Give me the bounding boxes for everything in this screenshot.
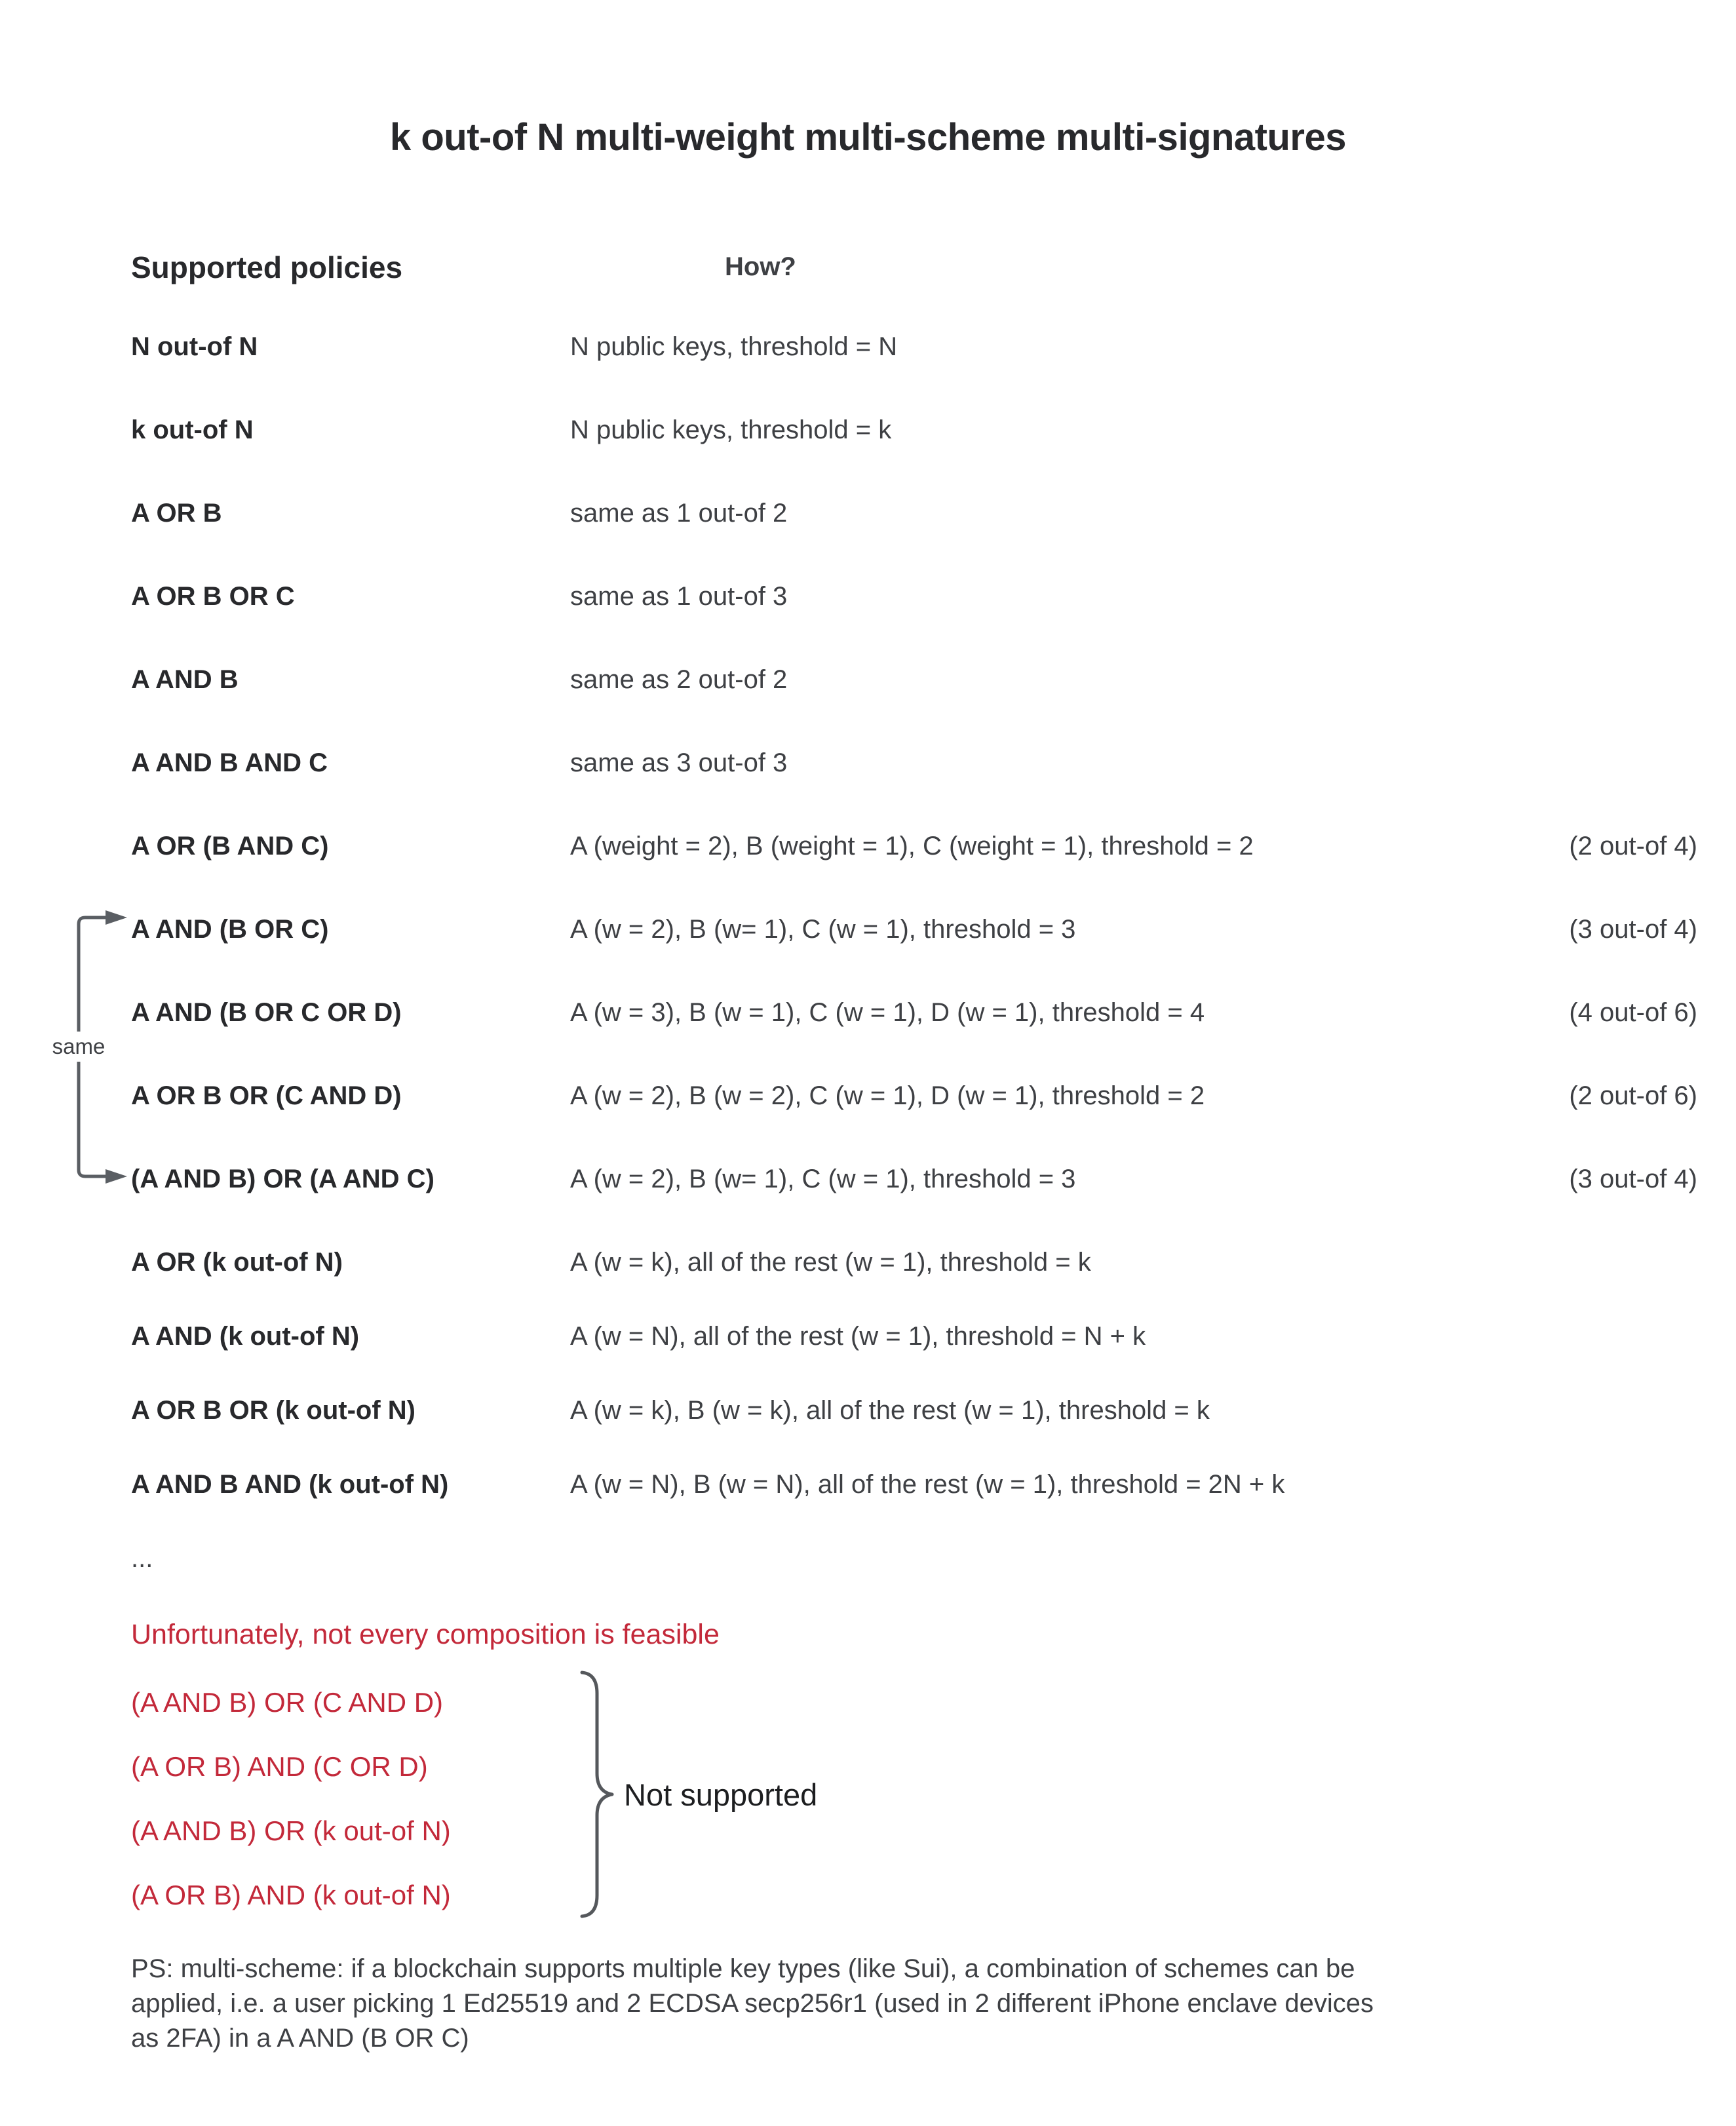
- ps-line: applied, i.e. a user picking 1 Ed25519 and 2 ECDSA secp256r1 (used in 2 different iPhone enclave devices: [131, 1989, 1374, 2018]
- how-value: A (w = 3), B (w = 1), C (w = 1), D (w = 1), threshold = 4: [570, 998, 1205, 1027]
- infeasible-item: (A AND B) OR (C AND D): [131, 1687, 444, 1718]
- column-header-how: How?: [725, 252, 796, 281]
- policy-label: A OR B OR (C AND D): [131, 1081, 402, 1110]
- how-value: same as 1 out-of 3: [570, 582, 788, 611]
- table-row: [131, 497, 1697, 581]
- table-row: [131, 1321, 1697, 1395]
- table-row: [131, 747, 1697, 830]
- infeasible-item: (A OR B) AND (C OR D): [131, 1751, 428, 1782]
- how-value: A (w = 2), B (w= 1), C (w = 1), threshold = 3: [570, 915, 1076, 944]
- policy-label: N out-of N: [131, 332, 258, 361]
- not-supported-label: Not supported: [624, 1777, 818, 1812]
- policy-label: A AND (B OR C): [131, 915, 329, 944]
- how-value: A (w = k), B (w = k), all of the rest (w = 1), threshold = k: [570, 1396, 1210, 1425]
- policy-label: A AND (k out-of N): [131, 1322, 360, 1351]
- table-row: [131, 331, 1697, 414]
- how-value: same as 3 out-of 3: [570, 748, 788, 777]
- how-value: N public keys, threshold = k: [570, 416, 892, 444]
- table-row: [131, 414, 1697, 497]
- column-header-policies: Supported policies: [131, 250, 403, 284]
- how-value: same as 1 out-of 2: [570, 499, 788, 528]
- how-value: A (w = 2), B (w= 1), C (w = 1), threshold = 3: [570, 1165, 1076, 1193]
- how-value: A (weight = 2), B (weight = 1), C (weight = 1), threshold = 2: [570, 832, 1254, 860]
- policy-label: (A AND B) OR (A AND C): [131, 1165, 434, 1193]
- ellipsis: ...: [131, 1544, 153, 1573]
- policy-label: A AND B AND (k out-of N): [131, 1470, 449, 1499]
- table-row: [131, 581, 1697, 664]
- out-of-note: (2 out-of 6): [1569, 1081, 1697, 1110]
- out-of-note: (3 out-of 4): [1569, 1165, 1697, 1193]
- policy-label: A AND B AND C: [131, 748, 328, 777]
- infeasible-item: (A OR B) AND (k out-of N): [131, 1880, 451, 1910]
- out-of-note: (2 out-of 4): [1569, 832, 1697, 860]
- policy-label: A AND B: [131, 665, 239, 694]
- same-label: same: [45, 1032, 113, 1062]
- table-row: [131, 1395, 1697, 1469]
- table-row: [131, 830, 1697, 914]
- policy-label: k out-of N: [131, 416, 254, 444]
- table-row: [131, 1247, 1697, 1321]
- infeasible-item: (A AND B) OR (k out-of N): [131, 1815, 451, 1846]
- how-value: same as 2 out-of 2: [570, 665, 788, 694]
- table-row: [131, 664, 1697, 747]
- page-title: k out-of N multi-weight multi-scheme multi-signatures: [389, 116, 1346, 159]
- how-value: N public keys, threshold = N: [570, 332, 898, 361]
- policy-table: [131, 331, 1697, 1574]
- table-row: [131, 1469, 1697, 1543]
- table-row: [131, 914, 1697, 997]
- ps-line: as 2FA) in a A AND (B OR C): [131, 2024, 469, 2053]
- out-of-note: (4 out-of 6): [1569, 998, 1697, 1027]
- how-value: A (w = k), all of the rest (w = 1), threshold = k: [570, 1248, 1091, 1277]
- policy-label: A OR (B AND C): [131, 832, 329, 860]
- ps-line: PS: multi-scheme: if a blockchain supports multiple key types (like Sui), a combination of schemes can be: [131, 1954, 1355, 1983]
- infeasible-list: [131, 1686, 451, 1942]
- out-of-note: (3 out-of 4): [1569, 915, 1697, 944]
- how-value: A (w = N), all of the rest (w = 1), threshold = N + k: [570, 1322, 1146, 1351]
- curly-brace-icon: [577, 1670, 617, 1919]
- how-value: A (w = N), B (w = N), all of the rest (w = 1), threshold = 2N + k: [570, 1470, 1285, 1499]
- policy-label: A OR B: [131, 499, 222, 528]
- infeasible-heading: Unfortunately, not every composition is feasible: [131, 1619, 720, 1650]
- policy-label: A AND (B OR C OR D): [131, 998, 402, 1027]
- policy-label: A OR B OR C: [131, 582, 295, 611]
- ps-note: [131, 1952, 1691, 2056]
- table-row: [131, 1080, 1697, 1163]
- how-value: A (w = 2), B (w = 2), C (w = 1), D (w = 1), threshold = 2: [570, 1081, 1205, 1110]
- policy-label: A OR B OR (k out-of N): [131, 1396, 416, 1425]
- table-row: [131, 997, 1697, 1080]
- policy-label: A OR (k out-of N): [131, 1248, 343, 1277]
- table-row: [131, 1163, 1697, 1247]
